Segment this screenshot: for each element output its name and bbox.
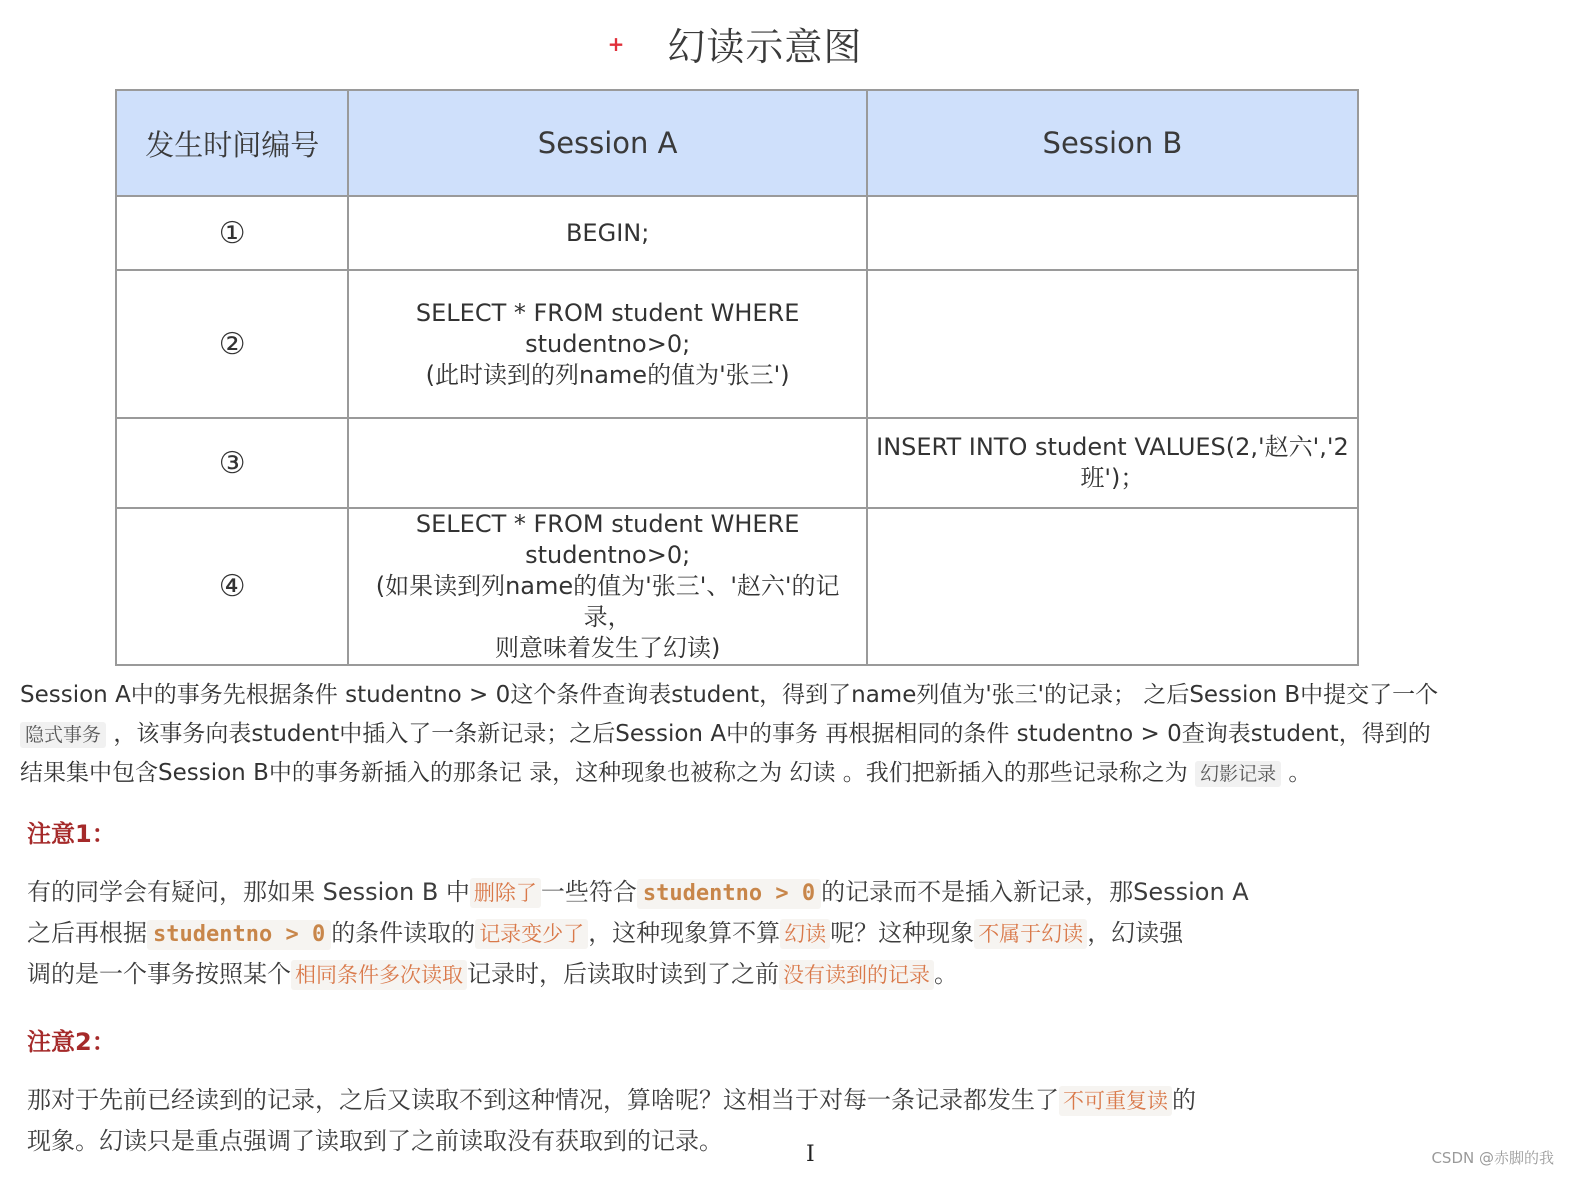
note-line — [27, 1080, 1327, 1121]
paragraph-text: 。 — [1288, 760, 1312, 786]
note-text: ，幻读强 — [1087, 919, 1184, 947]
cell-line: SELECT * FROM student WHERE — [415, 298, 800, 327]
table-header-row — [116, 90, 1358, 196]
cell-line: studentno>0; — [525, 541, 691, 569]
figure-title-text: 幻读示意图 — [667, 25, 863, 69]
note-line — [27, 954, 1327, 995]
text-cursor-icon: I — [806, 1142, 815, 1167]
explanation-paragraph — [20, 676, 1470, 793]
cell-line: 班')； — [1080, 464, 1145, 492]
note-text: 的 — [1172, 1086, 1196, 1114]
note-text: 记录时，后读取时读到了之前 — [467, 960, 779, 988]
phantom-read-table — [115, 89, 1359, 666]
cell-line: INSERT INTO student VALUES(2,'赵六','2 — [876, 433, 1349, 461]
highlight: 不属于幻读 — [974, 919, 1087, 949]
highlight: 没有读到的记录 — [779, 960, 934, 990]
paragraph-line — [20, 715, 1470, 754]
paragraph-text: 结果集中包含Session B中的事务新插入的那条记 录，这种现象也被称之为 幻读 。我们把新插入的那些记录称之为 — [20, 760, 1188, 786]
note2-heading: 注意2： — [27, 1028, 116, 1056]
note-text: 的条件读取的 — [331, 919, 476, 947]
note-text: 的记录而不是插入新记录，那Session A — [821, 878, 1249, 906]
session-b-cell — [867, 508, 1358, 665]
cell-line: 则意味着发生了幻读) — [494, 634, 721, 662]
highlight: 删除了 — [470, 878, 541, 908]
note1-heading: 注意1： — [27, 820, 116, 848]
note-text: 有的同学会有疑问，那如果 Session B 中 — [27, 878, 470, 906]
highlight: 幻读 — [780, 919, 830, 949]
table-row — [116, 270, 1358, 418]
note1-body — [27, 872, 1327, 995]
cell-line: studentno>0; — [525, 329, 691, 358]
note-line: 现象。幻读只是重点强调了读取到了之前读取没有获取到的记录。 — [27, 1127, 723, 1155]
watermark: CSDN @赤脚的我 — [1431, 1149, 1554, 1167]
note-text: 之后再根据 — [27, 919, 147, 947]
header-session-a: Session A — [348, 90, 866, 196]
phantom-record-tag: 幻影记录 — [1195, 761, 1281, 787]
highlight: 不可重复读 — [1059, 1086, 1172, 1116]
row-number: ③ — [116, 418, 348, 508]
table-row — [116, 418, 1358, 508]
code-snippet: studentno > 0 — [147, 920, 331, 950]
code-snippet: studentno > 0 — [637, 879, 821, 909]
session-b-cell — [867, 418, 1358, 508]
highlight: 记录变少了 — [475, 919, 588, 949]
table-row — [116, 196, 1358, 270]
note-text: 调的是一个事务按照某个 — [27, 960, 291, 988]
cell-line: BEGIN; — [565, 218, 650, 247]
row-number: ④ — [116, 508, 348, 665]
session-a-cell — [348, 196, 866, 270]
note-line — [27, 872, 1327, 913]
cell-line: (此时读到的列name的值为'张三') — [425, 360, 790, 389]
highlight: 相同条件多次读取 — [291, 960, 467, 990]
paragraph-line — [20, 754, 1470, 793]
note2-body — [27, 1080, 1327, 1162]
paragraph-line: Session A中的事务先根据条件 studentno > 0这个条件查询表student，得到了name列值为'张三'的记录； 之后Session B中提交了一个 — [20, 682, 1439, 708]
session-a-cell — [348, 418, 866, 508]
note-text: 呢？这种现象 — [830, 919, 975, 947]
note-text: 一些符合 — [540, 878, 637, 906]
note-text: 。 — [934, 960, 958, 988]
table-row — [116, 508, 1358, 665]
note-line — [27, 913, 1327, 954]
session-a-cell — [348, 270, 866, 418]
session-b-cell — [867, 196, 1358, 270]
session-b-cell — [867, 270, 1358, 418]
figure-title — [0, 16, 1470, 72]
paragraph-text: ，该事务向表student中插入了一条新记录；之后Session A中的事务 再根据相同的条件 studentno > 0查询表student，得到的 — [113, 721, 1431, 747]
note-text: 那对于先前已经读到的记录，之后又读取不到这种情况，算啥呢？这相当于对每一条记录都发生了 — [27, 1086, 1059, 1114]
row-number: ① — [116, 196, 348, 270]
row-number: ② — [116, 270, 348, 418]
plus-icon: + — [607, 31, 625, 56]
cell-line: SELECT * FROM student WHERE — [415, 510, 800, 538]
header-session-b: Session B — [867, 90, 1358, 196]
implicit-transaction-tag: 隐式事务 — [20, 722, 106, 748]
header-time-number: 发生时间编号 — [116, 90, 348, 196]
cell-line: (如果读到列name的值为'张三'、'赵六'的记录， — [375, 572, 840, 631]
session-a-cell — [348, 508, 866, 665]
note-text: ，这种现象算不算 — [588, 919, 781, 947]
